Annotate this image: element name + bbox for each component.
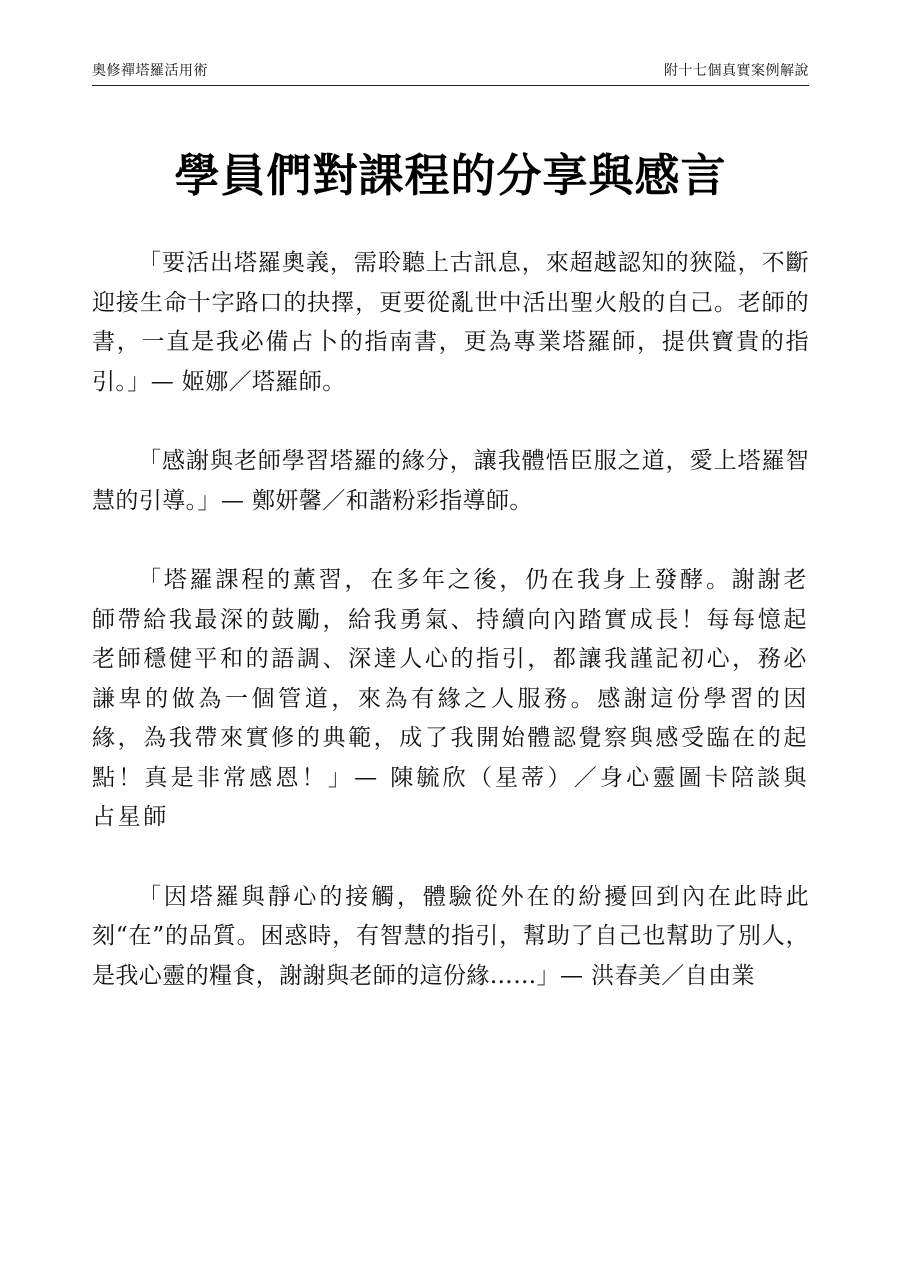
testimonial-paragraph: 「因塔羅與靜心的接觸，體驗從外在的紛擾回到內在此時此刻“在”的品質。困惑時，有智慧的指引，幫助了自己也幫助了別人，是我心靈的糧食，謝謝與老師的這份緣……」— 洪春美／自由業 — [92, 883, 809, 989]
testimonial-paragraph: 「感謝與老師學習塔羅的緣分，讓我體悟臣服之道，愛上塔羅智慧的引導。」— 鄭妍馨／和諧粉彩指導師。 — [92, 448, 809, 514]
page-title: 學員們對課程的分享與感言 — [174, 149, 727, 202]
testimonial-paragraph: 「要活出塔羅奧義，需聆聽上古訊息，來超越認知的狹隘，不斷迎接生命十字路口的抉擇，更要從亂世中活出聖火般的自己。老師的書，一直是我必備占卜的指南書，更為專業塔羅師，提供寶貴的指引。」— 姬娜／塔羅師。 — [92, 250, 809, 395]
testimonial-paragraph: 「塔羅課程的薰習，在多年之後，仍在我身上發酵。謝謝老師帶給我最深的鼓勵，給我勇氣、持續向內踏實成長！每每憶起老師穩健平和的語調、深達人心的指引，都讓我謹記初心，務必謙卑的做為一個管道，來為有緣之人服務。感謝這份學習的因緣，為我帶來實修的典範，成了我開始體認覺察與感受臨在的起點！真是非常感恩！」— 陳毓欣（星蒂）／身心靈圖卡陪談與占星師 — [92, 567, 809, 830]
running-header — [92, 60, 809, 86]
testimonials-list — [92, 244, 809, 1036]
header-section-title: 附十七個真實案例解說 — [664, 63, 809, 79]
header-book-title: 奧修禪塔羅活用術 — [92, 63, 208, 79]
